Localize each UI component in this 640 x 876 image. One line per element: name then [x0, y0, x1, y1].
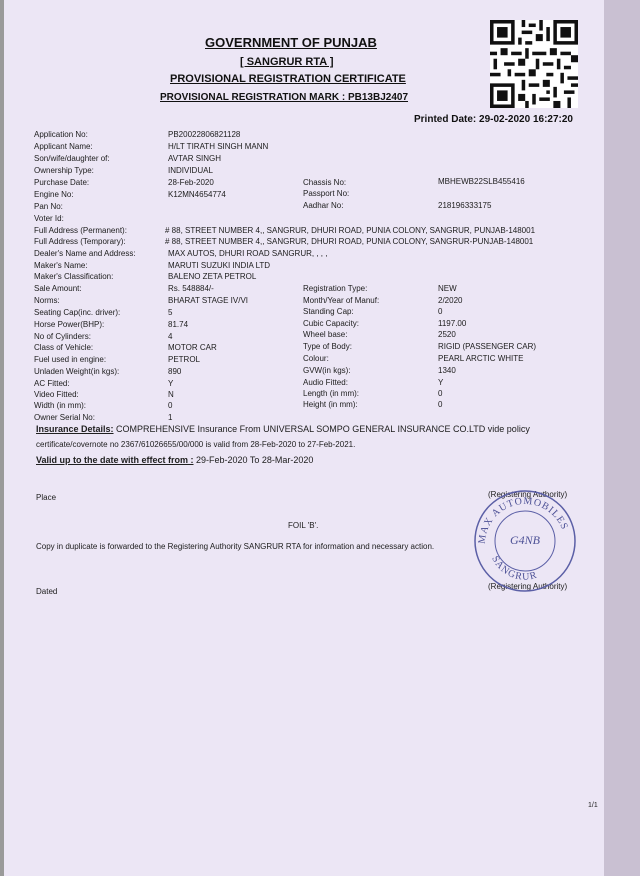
validity-block	[36, 455, 313, 466]
insurance-block	[36, 424, 530, 435]
value-unladen: 890	[168, 367, 182, 376]
value-purchase-date: 28-Feb-2020	[168, 178, 214, 187]
copy-duplicate-text: Copy in duplicate is forwarded to the Registering Authority SANGRUR RTA for information and necessary action.	[36, 542, 435, 551]
value-reg-type: NEW	[438, 284, 457, 293]
place-label: Place	[36, 493, 57, 502]
label-cylinders: No of Cylinders:	[34, 332, 91, 341]
label-wheel-base: Wheel base:	[303, 330, 348, 339]
label-maker-class: Maker's Classification:	[34, 272, 114, 281]
label-width: Width (in mm):	[34, 401, 86, 410]
label-gvw: GVW(in kgs):	[303, 366, 351, 375]
value-son-wife-daughter: AVTAR SINGH	[168, 154, 222, 163]
label-owner-serial: Owner Serial No:	[34, 413, 95, 422]
value-horse-power: 81.74	[168, 320, 189, 329]
label-horse-power: Horse Power(BHP):	[34, 320, 105, 329]
insurance-line2: certificate/covernote no 2367/61026655/00/000 is valid from 28-Feb-2020 to 27-Feb-2021.	[36, 440, 356, 449]
page-number: 1/1	[588, 802, 598, 809]
value-ownership-type: INDIVIDUAL	[168, 166, 213, 175]
value-body-type: RIGID (PASSENGER CAR)	[438, 342, 537, 351]
foil-label: FOIL 'B'.	[288, 521, 319, 530]
label-maker-name: Maker's Name:	[34, 261, 88, 270]
label-seating: Seating Cap(inc. driver):	[34, 308, 121, 317]
label-cubic: Cubic Capacity:	[303, 319, 360, 328]
label-dealer: Dealer's Name and Address:	[34, 249, 136, 258]
value-norms: BHARAT STAGE IV/VI	[168, 296, 249, 305]
label-engine-no: Engine No:	[34, 190, 74, 199]
value-length: 0	[438, 389, 443, 398]
printed-date: Printed Date: 29-02-2020 16:27:20	[414, 114, 573, 125]
value-height: 0	[438, 400, 443, 409]
value-engine-no: K12MN4654774	[168, 190, 226, 199]
label-voter-id: Voter Id:	[34, 214, 64, 223]
label-colour: Colour:	[303, 354, 329, 363]
value-colour: PEARL ARCTIC WHITE	[438, 354, 524, 363]
label-ac: AC Fitted:	[34, 379, 70, 388]
label-class-vehicle: Class of Vehicle:	[34, 343, 94, 352]
value-cubic: 1197.00	[438, 319, 467, 328]
value-chassis-no: MBHEWB22SLB455416	[438, 177, 525, 186]
label-reg-type: Registration Type:	[303, 284, 368, 293]
value-wheel-base: 2520	[438, 330, 456, 339]
seal-signature: G4NB	[510, 533, 540, 547]
validity-value: 29-Feb-2020 To 28-Mar-2020	[196, 455, 314, 465]
certificate-title: PROVISIONAL REGISTRATION CERTIFICATE	[170, 73, 406, 85]
label-address-permanent: Full Address (Permanent):	[34, 226, 127, 235]
value-owner-serial: 1	[168, 413, 173, 422]
insurance-line1: COMPREHENSIVE Insurance From UNIVERSAL SOMPO GENERAL INSURANCE CO.LTD vide policy	[116, 424, 530, 434]
value-address-permanent: # 88, STREET NUMBER 4,, SANGRUR, DHURI ROAD, PUNIA COLONY, SANGRUR, PUNJAB-148001	[165, 226, 536, 235]
value-width: 0	[168, 401, 173, 410]
value-audio: Y	[438, 378, 444, 387]
value-gvw: 1340	[438, 366, 456, 375]
registration-mark: PROVISIONAL REGISTRATION MARK : PB13BJ2407	[160, 92, 409, 103]
value-seating: 5	[168, 308, 173, 317]
registering-authority-bottom: (Registering Authority)	[488, 582, 568, 591]
validity-label: Valid up to the date with effect from :	[36, 455, 194, 465]
authority-seal	[470, 486, 580, 596]
label-standing: Standing Cap:	[303, 307, 354, 316]
value-class-vehicle: MOTOR CAR	[168, 343, 217, 352]
value-address-temporary: # 88, STREET NUMBER 4,, SANGRUR, DHURI ROAD, PUNIA COLONY, SANGRUR-PUNJAB-148001	[165, 237, 534, 246]
label-son-wife-daughter: Son/wife/daughter of:	[34, 154, 110, 163]
label-ownership-type: Ownership Type:	[34, 166, 94, 175]
label-month-year: Month/Year of Manuf:	[303, 296, 380, 305]
label-height: Height (in mm):	[303, 400, 358, 409]
insurance-label: Insurance Details:	[36, 424, 114, 434]
value-standing: 0	[438, 307, 443, 316]
label-norms: Norms:	[34, 296, 60, 305]
qr-code	[490, 20, 578, 108]
value-cylinders: 4	[168, 332, 173, 341]
label-fuel: Fuel used in engine:	[34, 355, 107, 364]
label-video: Video Fitted:	[34, 390, 79, 399]
label-chassis-no: Chassis No:	[303, 178, 347, 187]
label-unladen: Unladen Weight(in kgs):	[34, 367, 120, 376]
document-page	[4, 0, 610, 876]
value-maker-name: MARUTI SUZUKI INDIA LTD	[168, 261, 271, 270]
value-dealer: MAX AUTOS, DHURI ROAD SANGRUR, , , ,	[168, 249, 328, 258]
value-application-no: PB20022806821128	[168, 130, 241, 139]
rta-heading: [ SANGRUR RTA ]	[240, 56, 334, 68]
value-maker-class: BALENO ZETA PETROL	[168, 272, 257, 281]
seal-bottom-text: SANGRUR	[489, 554, 539, 583]
registering-authority-top: (Registering Authority)	[488, 490, 568, 499]
label-passport-no: Passport No:	[303, 189, 350, 198]
label-pan-no: Pan No:	[34, 202, 63, 211]
value-sale-amount: Rs. 548884/-	[168, 284, 214, 293]
label-body-type: Type of Body:	[303, 342, 352, 351]
dated-label: Dated	[36, 587, 58, 596]
label-aadhar-no: Aadhar No:	[303, 201, 344, 210]
value-applicant-name: H/LT TIRATH SINGH MANN	[168, 142, 269, 151]
label-purchase-date: Purchase Date:	[34, 178, 90, 187]
value-ac: Y	[168, 379, 174, 388]
label-audio: Audio Fitted:	[303, 378, 348, 387]
label-address-temporary: Full Address (Temporary):	[34, 237, 126, 246]
label-application-no: Application No:	[34, 130, 88, 139]
label-applicant-name: Applicant Name:	[34, 142, 93, 151]
value-fuel: PETROL	[168, 355, 201, 364]
government-heading: GOVERNMENT OF PUNJAB	[205, 35, 377, 50]
value-month-year: 2/2020	[438, 296, 463, 305]
page-edge	[604, 0, 640, 876]
label-length: Length (in mm):	[303, 389, 360, 398]
value-aadhar-no: 218196333175	[438, 201, 492, 210]
label-sale-amount: Sale Amount:	[34, 284, 82, 293]
value-video: N	[168, 390, 174, 399]
seal-top-text: MAX AUTOMOBILES	[476, 495, 571, 545]
